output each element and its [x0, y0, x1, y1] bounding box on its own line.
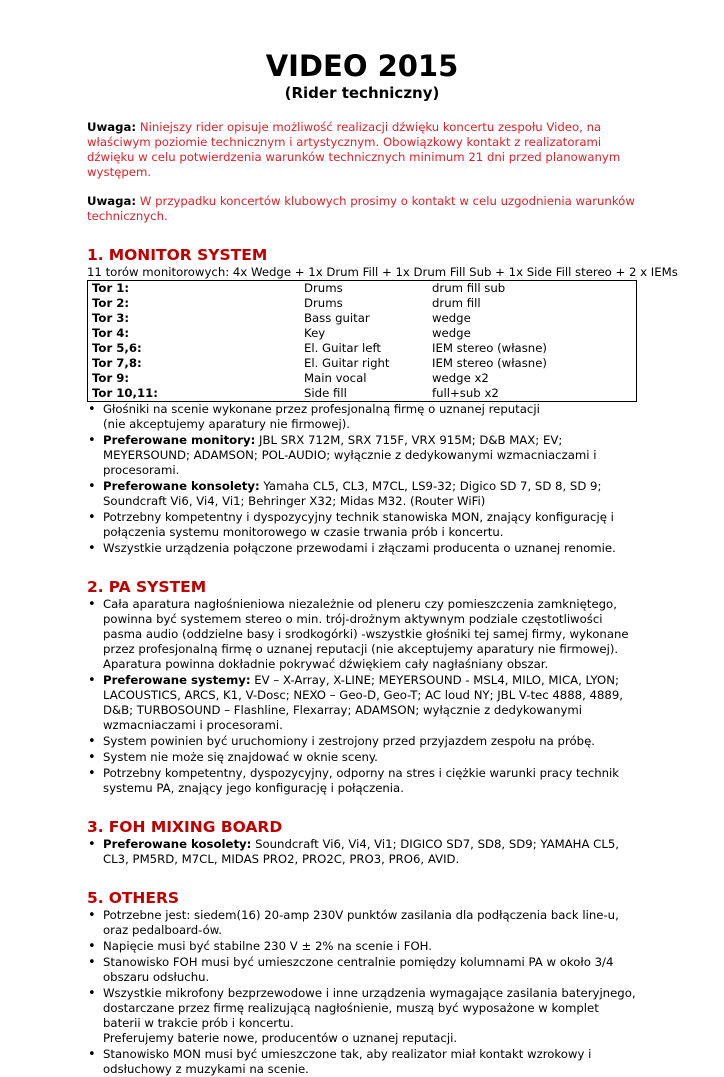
others-bullets: [87, 908, 637, 1077]
list-item: • Stanowisko FOH musi być umieszczone centralnie pomiędzy kolumnami PA w około 3/4 obszaru odsłuchu.: [103, 955, 637, 985]
section-heading-others: 5. OTHERS: [87, 889, 180, 907]
list-item: • Stanowisko MON musi być umieszczone tak, aby realizator miał kontakt wzrokowy i odsłuchowy z muzykami na scenie.: [103, 1047, 637, 1077]
list-item: • Cała aparatura nagłośnieniowa niezależnie od pleneru czy pomieszczenia zamkniętego, powinna być systemem stereo o min. trój-drożnym aktywnym podziale częstotliwości pasma audio (oddzielne basy i srodkogórki) -wszystkie głośniki tej samej firmy, wykonane przez profesjonalną firmę o uznanej reputacji (nie akceptujemy aparatury nie firmowej). Aparatura powinna dokładnie pokrywać dźwiękiem cały nagłaśniany obszar.: [103, 597, 637, 672]
list-item: • System nie może się znajdować w oknie sceny.: [103, 750, 637, 765]
document-title: VIDEO 2015: [265, 49, 459, 83]
monitor-intro: 11 torów monitorowych: 4x Wedge + 1x Drum Fill + 1x Drum Fill Sub + 1x Side Fill stereo + 2 x IEMs: [87, 265, 678, 279]
table-row: Tor 5,6: El. Guitar left IEM stereo (własne): [92, 341, 547, 355]
table-row: Tor 7,8: El. Guitar right IEM stereo (własne): [92, 356, 547, 370]
section-heading-foh: 3. FOH MIXING BOARD: [87, 818, 283, 836]
table-row: Tor 1: Drums drum fill sub: [92, 281, 506, 295]
list-item: • Głośniki na scenie wykonane przez profesjonalną firmę o uznanej reputacji (nie akceptujemy aparatury nie firmowej).: [103, 402, 637, 432]
list-item: • Napięcie musi być stabilne 230 V ± 2% na scenie i FOH.: [103, 939, 637, 954]
list-item: • Potrzebny kompetentny, dyspozycyjny, odporny na stres i ciężkie warunki pracy technik systemu PA, znający jego konfigurację i połączenia.: [103, 766, 637, 796]
list-item: • Potrzebny kompetentny i dyspozycyjny technik stanowiska MON, znający konfigurację i połączenia systemu monitorowego w czasie trwania prób i koncertu.: [103, 510, 637, 540]
note-label: Uwaga:: [87, 194, 137, 208]
note-label: Uwaga:: [87, 120, 137, 134]
list-item: • Potrzebne jest: siedem(16) 20-amp 230V punktów zasilania dla podłączenia back line-u, oraz pedalboard-ów.: [103, 908, 637, 938]
table-row: Tor 9: Main vocal wedge x2: [92, 371, 489, 385]
table-row: Tor 10,11: Side fill full+sub x2: [92, 386, 499, 400]
note-1: [87, 120, 637, 180]
list-item: • Wszystkie mikrofony bezprzewodowe i inne urządzenia wymagające zasilania bateryjnego, dostarczane przez firmę realizującą nagłośnienie, muszą być wyposażone w komplet baterii w trakcie prób i koncertu. Preferujemy baterie nowe, producentów o uznanej reputacji.: [103, 986, 637, 1046]
table-row: Tor 4: Key wedge: [92, 326, 471, 340]
table-row: Tor 3: Bass guitar wedge: [92, 311, 471, 325]
list-item: • Preferowane kosolety: Soundcraft Vi6, Vi4, Vi1; DIGICO SD7, SD8, SD9; YAMAHA CL5, CL3, PM5RD, M7CL, MIDAS PRO2, PRO2C, PRO3, PRO6, AVID.: [103, 837, 637, 867]
note-text: Niniejszy rider opisuje możliwość realizacji dźwięku koncertu zespołu Video, na właściwym poziomie technicznym i artystycznym. Obowiązkowy kontakt z realizatorami dźwięku w celu potwierdzenia warunków technicznych minimum 21 dni przed planowanym występem.: [87, 120, 621, 179]
section-heading-pa: 2. PA SYSTEM: [87, 578, 207, 596]
foh-bullets: [87, 837, 637, 867]
list-item: • Wszystkie urządzenia połączone przewodami i złączami producenta o uznanej renomie.: [103, 541, 637, 556]
list-item: • Preferowane monitory: JBL SRX 712M, SRX 715F, VRX 915M; D&B MAX; EV; MEYERSOUND; ADAMSON; POL-AUDIO; wyłącznie z dedykowanymi wzmacniaczami i procesorami.: [103, 433, 637, 478]
note-text: W przypadku koncertów klubowych prosimy o kontakt w celu uzgodnienia warunków technicznych.: [87, 194, 635, 223]
monitor-table: [87, 280, 637, 402]
note-2: [87, 194, 637, 224]
table-row: Tor 2: Drums drum fill: [92, 296, 481, 310]
document-subtitle: (Rider techniczny): [284, 84, 440, 102]
monitor-bullets: [87, 402, 637, 556]
list-item: • System powinien być uruchomiony i zestrojony przed przyjazdem zespołu na próbę.: [103, 734, 637, 749]
pa-bullets: [87, 597, 637, 796]
section-heading-monitor: 1. MONITOR SYSTEM: [87, 246, 268, 264]
list-item: • Preferowane konsolety: Yamaha CL5, CL3, M7CL, LS9-32; Digico SD 7, SD 8, SD 9; Soundcraft Vi6, Vi4, Vi1; Behringer X32; Midas M32. (Router WiFi): [103, 479, 637, 509]
list-item: • Preferowane systemy: EV – X-Array, X-LINE; MEYERSOUND - MSL4, MILO, MICA, LYON; LACOUSTICS, ARCS, K1, V-Dosc; NEXO – Geo-D, Geo-T; AC loud NY; JBL V-tec 4888, 4889, D&B; TURBOSOUND – Flashline, Flexarray; ADAMSON; wyłącznie z dedykowanymi wzmacniaczami i procesorami.: [103, 673, 637, 733]
